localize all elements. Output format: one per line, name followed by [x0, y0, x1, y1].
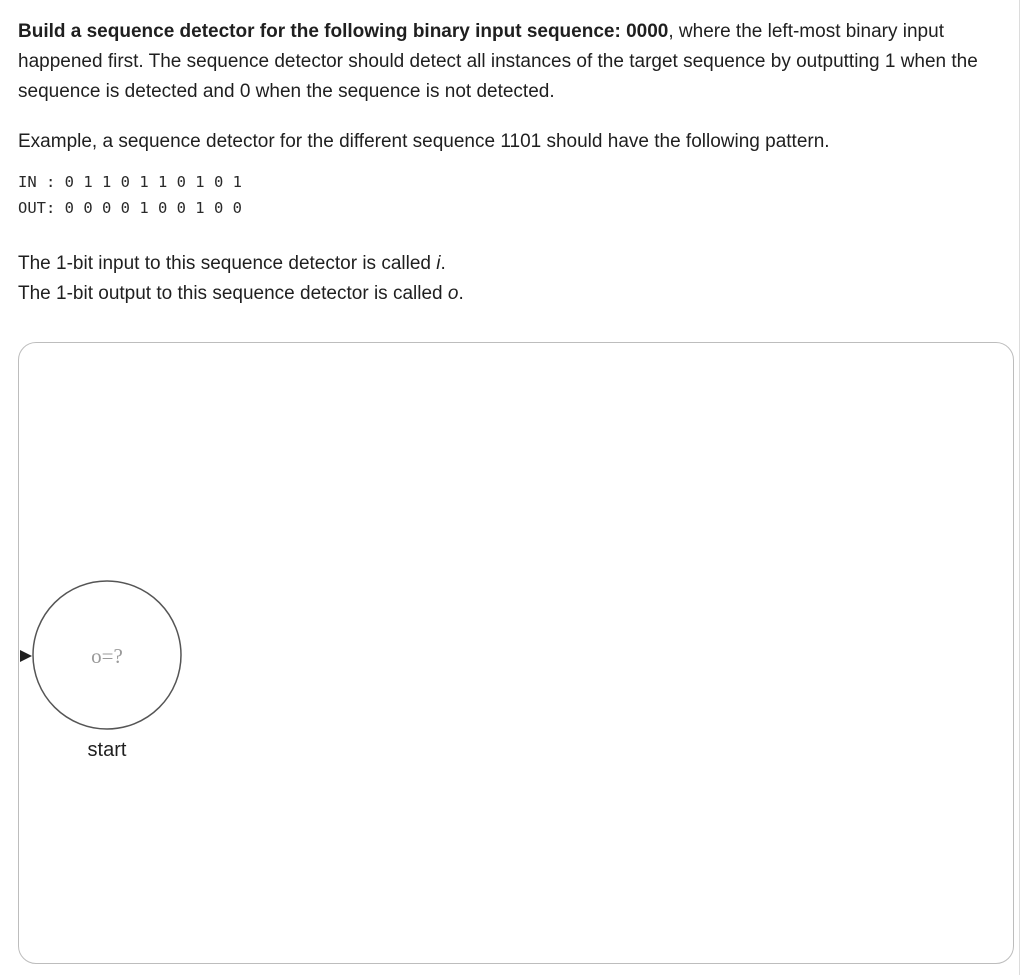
input-variable-name: i: [436, 253, 441, 274]
example-out-line: OUT: 0 0 0 0 1 0 0 1 0 0: [18, 199, 242, 217]
target-sequence-heading: Build a sequence detector for the following binary input sequence: 0000: [18, 21, 669, 42]
start-arrow-icon: [20, 650, 32, 662]
fsm-editor-canvas[interactable]: [18, 342, 1014, 964]
input-description-suffix: .: [440, 253, 446, 274]
input-description: [18, 249, 1008, 279]
output-description-suffix: .: [458, 283, 464, 304]
output-description: [18, 279, 1008, 309]
question-prompt: [18, 17, 1008, 309]
start-state-output-label: o=?: [91, 644, 123, 668]
page-right-border: [1019, 0, 1020, 975]
fsm-diagram[interactable]: [19, 343, 1014, 964]
io-description: [18, 249, 1008, 309]
question-description-rest: , where the left-most binary input happened first. The sequence detector should detect all instances of the target sequence by outputting 1 when the sequence is detected and 0 when the sequence is not detected.: [18, 21, 978, 102]
example-io-table: [18, 169, 1008, 221]
example-in-line: IN : 0 1 1 0 1 1 0 1 0 1: [18, 173, 242, 191]
start-state-name-label: start: [87, 739, 127, 761]
example-intro: Example, a sequence detector for the different sequence 1101 should have the following pattern.: [18, 131, 830, 152]
question-description: [18, 17, 1008, 107]
output-description-text: The 1-bit output to this sequence detector is called: [18, 283, 448, 304]
output-variable-name: o: [447, 283, 459, 304]
input-description-text: The 1-bit input to this sequence detector is called: [18, 253, 437, 274]
